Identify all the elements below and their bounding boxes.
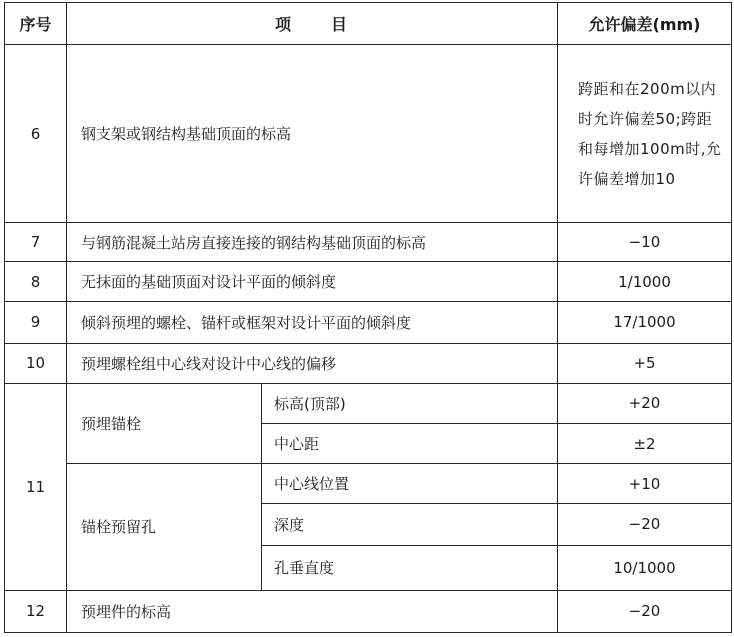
row-tolerance: +5 xyxy=(558,343,732,383)
row-seq: 12 xyxy=(5,590,67,632)
table-row xyxy=(5,383,732,423)
row-tolerance: +10 xyxy=(558,464,732,504)
row-item: 预埋螺栓组中心线对设计中心线的偏移 xyxy=(67,343,558,383)
group-label: 预埋锚栓 xyxy=(67,383,262,463)
row-item: 倾斜预埋的螺栓、锚杆或框架对设计平面的倾斜度 xyxy=(67,302,558,343)
table-row xyxy=(5,45,732,223)
row-tolerance: −20 xyxy=(558,504,732,545)
row-seq: 6 xyxy=(5,45,67,223)
table-row xyxy=(5,590,732,632)
group-label: 锚栓预留孔 xyxy=(67,464,262,591)
header-seq: 序号 xyxy=(5,3,67,45)
row-tolerance: 17/1000 xyxy=(558,302,732,343)
header-item-a: 项 xyxy=(274,15,293,35)
row-seq: 7 xyxy=(5,223,67,262)
table-row xyxy=(5,464,732,504)
tolerance-table xyxy=(4,2,732,633)
sub-item: 标高(顶部) xyxy=(262,383,558,423)
header-row xyxy=(5,3,732,45)
row-seq: 10 xyxy=(5,343,67,383)
sub-item: 中心距 xyxy=(262,423,558,463)
row-seq: 8 xyxy=(5,262,67,302)
row-tolerance: ±2 xyxy=(558,423,732,463)
row-item: 钢支架或钢结构基础顶面的标高 xyxy=(67,45,558,223)
table-row xyxy=(5,343,732,383)
row-tolerance: 1/1000 xyxy=(558,262,732,302)
sub-item: 深度 xyxy=(262,504,558,545)
row-item: 无抹面的基础顶面对设计平面的倾斜度 xyxy=(67,262,558,302)
sub-item: 中心线位置 xyxy=(262,464,558,504)
header-item-b: 目 xyxy=(331,15,350,35)
row-seq: 9 xyxy=(5,302,67,343)
table-row xyxy=(5,223,732,262)
row-tolerance: −20 xyxy=(558,590,732,632)
row-item: 预埋件的标高 xyxy=(67,590,558,632)
row-tolerance: 10/1000 xyxy=(558,545,732,590)
sub-item: 孔垂直度 xyxy=(262,545,558,590)
row-item: 与钢筋混凝土站房直接连接的钢结构基础顶面的标高 xyxy=(67,223,558,262)
row-tolerance: −10 xyxy=(558,223,732,262)
table-row xyxy=(5,262,732,302)
header-tolerance: 允许偏差(mm) xyxy=(558,3,732,45)
row-seq: 11 xyxy=(5,383,67,590)
header-item xyxy=(67,3,558,45)
row-tolerance: +20 xyxy=(558,383,732,423)
table-row xyxy=(5,302,732,343)
row-tolerance: 跨距和在200m以内时允许偏差50;跨距和每增加100m时,允许偏差增加10 xyxy=(558,45,732,223)
